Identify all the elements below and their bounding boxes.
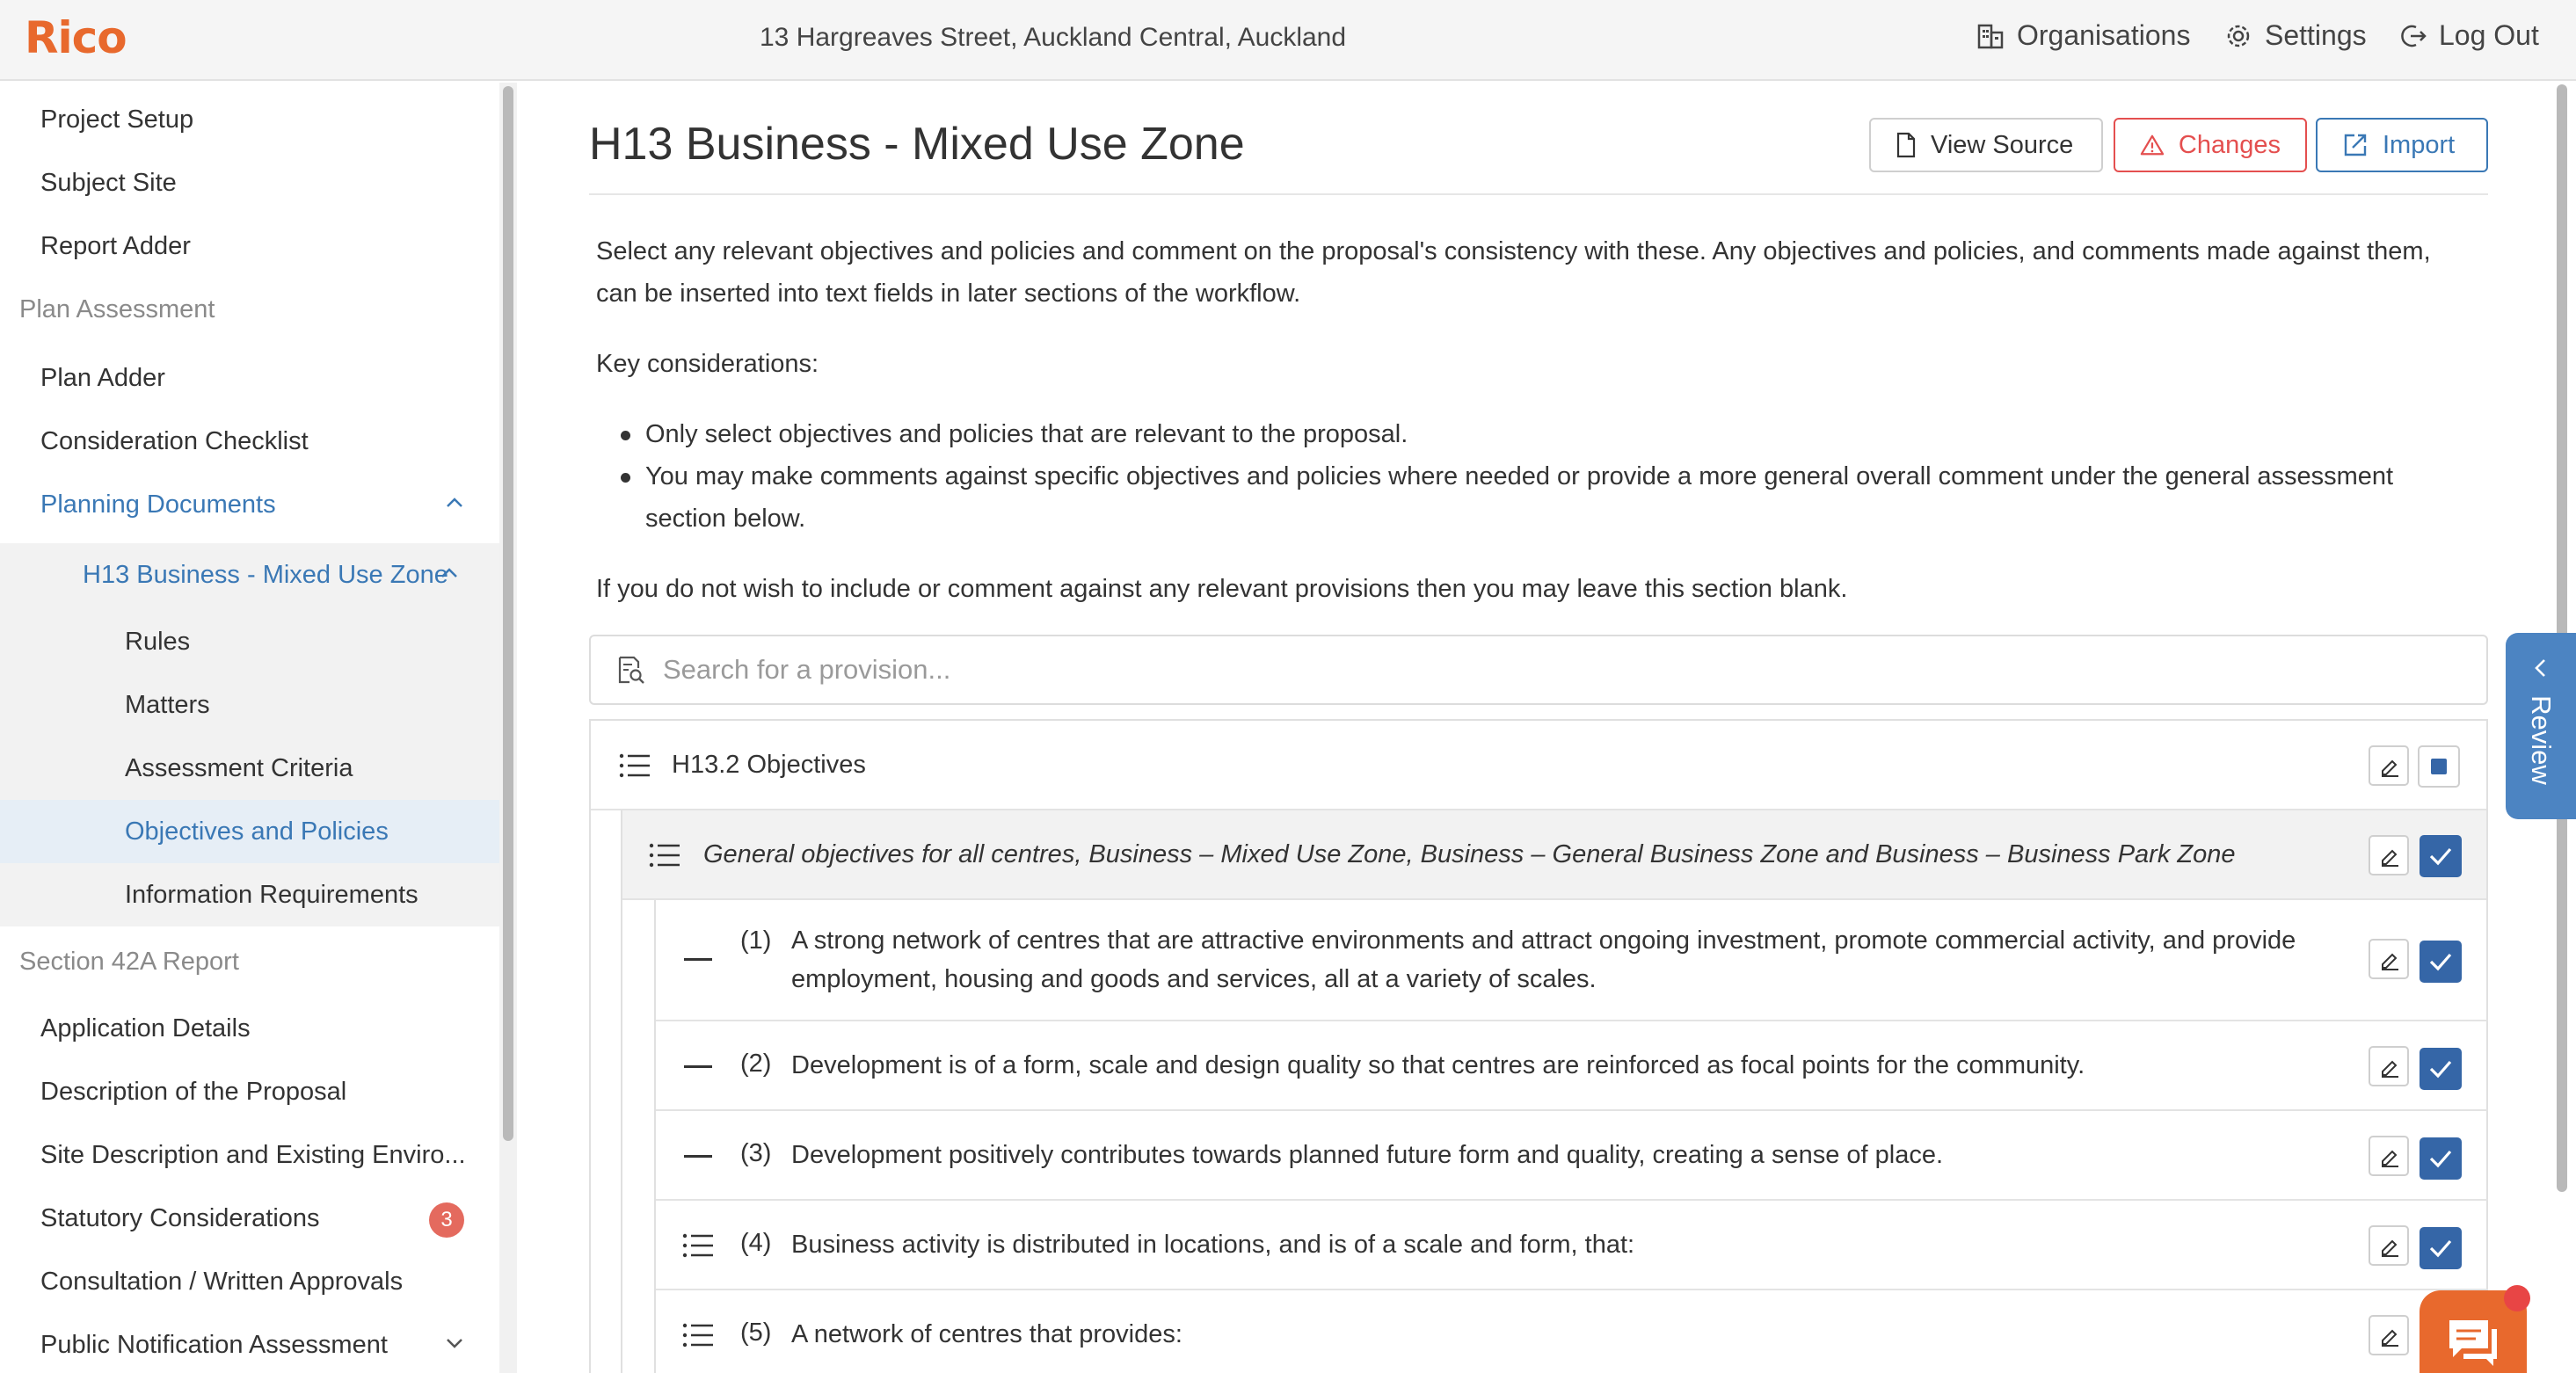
- organisations-link[interactable]: [1976, 19, 2190, 52]
- edit-comment-button[interactable]: [2369, 1046, 2409, 1086]
- provision-group-row[interactable]: [591, 721, 2486, 810]
- provision-text: Development positively contributes towards planned future form and quality, creating a sense of place.: [791, 1141, 1944, 1169]
- building-icon: [1976, 22, 2005, 50]
- provision-text-line2: employment, housing and goods and services, all at a variety of scales.: [791, 965, 1597, 993]
- provision-number: (2): [740, 1050, 772, 1078]
- sidebar-item-objectives-and-policies[interactable]: [0, 800, 499, 863]
- changes-button[interactable]: [2114, 118, 2307, 172]
- key-considerations-list: [621, 413, 2449, 540]
- chevron-down-icon: [445, 1336, 464, 1350]
- chevron-left-icon: [2530, 657, 2551, 679]
- provision-item-row[interactable]: [656, 1111, 2488, 1201]
- sidebar-section-label: Section 42A Report: [19, 948, 239, 976]
- chevron-up-icon: [445, 496, 464, 510]
- key-considerations-heading: Key considerations:: [596, 350, 819, 378]
- warning-icon: [2140, 133, 2165, 157]
- edit-comment-button[interactable]: [2369, 745, 2409, 786]
- provision-text: A network of centres that provides:: [791, 1320, 1182, 1348]
- pencil-icon: [2379, 949, 2400, 970]
- provision-tree: [589, 719, 2488, 1373]
- sidebar-item-planning-documents[interactable]: [0, 473, 499, 536]
- sidebar-item-statutory-considerations[interactable]: [0, 1187, 499, 1250]
- sidebar-item-rules[interactable]: [0, 610, 499, 673]
- sidebar-item-information-requirements[interactable]: [0, 863, 499, 926]
- search-placeholder: Search for a provision...: [663, 654, 951, 685]
- sidebar-item-consideration-checklist[interactable]: [0, 410, 499, 473]
- pencil-icon: [2379, 756, 2400, 777]
- select-checkbox-checked[interactable]: [2420, 1048, 2462, 1090]
- partial-indicator: [2431, 759, 2447, 774]
- title-divider: [589, 193, 2488, 195]
- provision-number: (5): [740, 1319, 772, 1347]
- edit-comment-button[interactable]: [2369, 835, 2409, 875]
- list-item: Only select objectives and policies that are relevant to the proposal.: [621, 413, 2449, 455]
- search-document-icon: [617, 656, 645, 686]
- view-source-button[interactable]: [1869, 118, 2103, 172]
- changes-label: Changes: [2178, 130, 2281, 159]
- sidebar-item-consultation[interactable]: [0, 1250, 499, 1313]
- sidebar-item-label: Consideration Checklist: [40, 427, 309, 455]
- sidebar-item-label: H13 Business - Mixed Use Zone: [83, 561, 448, 589]
- top-bar: [0, 0, 2576, 81]
- provision-group-title: H13.2 Objectives: [672, 751, 866, 779]
- edit-comment-button[interactable]: [2369, 1136, 2409, 1176]
- provision-item-row[interactable]: [656, 1201, 2488, 1290]
- sidebar-item-site-description[interactable]: [0, 1123, 499, 1187]
- document-icon: [1896, 132, 1917, 158]
- sidebar-item-label: Report Adder: [40, 232, 191, 260]
- sidebar-item-label: Application Details: [40, 1014, 251, 1042]
- chevron-up-icon: [440, 566, 459, 580]
- chat-icon: [2446, 1317, 2500, 1366]
- checkmark-icon: [2427, 1234, 2455, 1262]
- list-item: You may make comments against specific objectives and policies where needed or provide a more general overall comment under the general assessment: [621, 455, 2449, 498]
- sidebar-item-label: Project Setup: [40, 105, 194, 134]
- provision-text: Development is of a form, scale and design quality so that centres are reinforced as focal points for the community.: [791, 1051, 2085, 1079]
- provision-item-row[interactable]: [656, 1290, 2488, 1373]
- sidebar-scrollbar-thumb[interactable]: [503, 86, 513, 1141]
- provision-text: A strong network of centres that are attractive environments and attract ongoing investment, promote commercial activity, and provide: [791, 926, 2296, 955]
- sidebar-section-label: Plan Assessment: [19, 295, 215, 323]
- sidebar: [0, 83, 499, 1373]
- dash-icon: [684, 1155, 712, 1158]
- select-checkbox-checked[interactable]: [2420, 1137, 2462, 1180]
- sidebar-item-label: Rules: [125, 628, 191, 656]
- sidebar-item-subject-site[interactable]: [0, 151, 499, 214]
- sidebar-item-plan-adder[interactable]: [0, 346, 499, 410]
- sidebar-item-matters[interactable]: [0, 673, 499, 737]
- sidebar-item-description-of-proposal[interactable]: [0, 1060, 499, 1123]
- closing-text: If you do not wish to include or comment against any relevant provisions then you may leave this section blank.: [596, 575, 1848, 603]
- sidebar-item-label: Planning Documents: [40, 490, 276, 519]
- sidebar-item-label: Information Requirements: [125, 881, 418, 909]
- notification-badge: 3: [429, 1202, 464, 1238]
- provision-subgroup-title: General objectives for all centres, Business – Mixed Use Zone, Business – General Business Zone and Business – Business Park Zone: [703, 840, 2236, 868]
- sidebar-section-plan-assessment: [0, 278, 499, 341]
- select-checkbox-checked[interactable]: [2420, 941, 2462, 983]
- import-label: Import: [2383, 130, 2456, 159]
- intro-text-line1: Select any relevant objectives and policies and comment on the proposal's consistency with these. Any objectives and policies, and comments made against them,: [596, 237, 2431, 265]
- settings-link[interactable]: [2224, 19, 2367, 52]
- select-checkbox-partial[interactable]: [2418, 745, 2460, 788]
- pencil-icon: [2379, 1236, 2400, 1257]
- view-source-label: View Source: [1931, 130, 2074, 159]
- provision-text: Business activity is distributed in locations, and is of a scale and form, that:: [791, 1231, 1635, 1259]
- list-icon: [649, 842, 680, 868]
- list-item-continuation: section below.: [645, 505, 806, 533]
- intro-text-line2: can be inserted into text fields in later sections of the workflow.: [596, 280, 1301, 308]
- sidebar-item-label: Objectives and Policies: [125, 817, 389, 846]
- provision-item-row[interactable]: [656, 1021, 2488, 1111]
- sidebar-item-public-notification[interactable]: [0, 1313, 499, 1373]
- provision-number: (1): [740, 926, 772, 955]
- checkmark-icon: [2427, 1144, 2455, 1173]
- list-icon: [619, 752, 651, 779]
- provision-number: (3): [740, 1139, 772, 1167]
- sidebar-item-label: Plan Adder: [40, 364, 165, 392]
- sidebar-item-assessment-criteria[interactable]: [0, 737, 499, 800]
- pencil-icon: [2379, 846, 2400, 867]
- logout-label: Log Out: [2439, 19, 2539, 51]
- sidebar-item-application-details[interactable]: [0, 997, 499, 1060]
- sidebar-item-label: Site Description and Existing Enviro...: [40, 1141, 466, 1169]
- review-panel-tab[interactable]: [2506, 633, 2576, 819]
- sidebar-item-label: Consultation / Written Approvals: [40, 1268, 404, 1296]
- sidebar-item-label: Public Notification Assessment: [40, 1331, 388, 1359]
- project-address: 13 Hargreaves Street, Auckland Central, Auckland: [760, 23, 1347, 52]
- dash-icon: [684, 958, 712, 961]
- provision-item-row[interactable]: [656, 900, 2488, 1021]
- gear-icon: [2224, 22, 2252, 50]
- sidebar-item-label: Description of the Proposal: [40, 1078, 347, 1106]
- checkmark-icon: [2427, 1055, 2455, 1083]
- select-checkbox-checked[interactable]: [2420, 835, 2462, 877]
- import-icon: [2342, 132, 2369, 158]
- rico-logo[interactable]: Rico: [25, 12, 127, 63]
- checkmark-icon: [2427, 842, 2455, 870]
- list-icon: [682, 1322, 714, 1348]
- review-label: Review: [2526, 695, 2557, 785]
- sidebar-item-label: Matters: [125, 691, 210, 719]
- organisations-label: Organisations: [2017, 19, 2191, 51]
- sidebar-section-section-42a: [0, 930, 499, 993]
- page-title: H13 Business - Mixed Use Zone: [589, 119, 1245, 170]
- provision-number: (4): [740, 1229, 772, 1257]
- sidebar-item-report-adder[interactable]: [0, 214, 499, 278]
- logout-icon: [2400, 22, 2427, 50]
- provision-search-input[interactable]: [589, 635, 2488, 705]
- settings-label: Settings: [2265, 19, 2367, 51]
- edit-comment-button[interactable]: [2369, 939, 2409, 979]
- checkmark-icon: [2427, 948, 2455, 976]
- edit-comment-button[interactable]: [2369, 1225, 2409, 1266]
- sidebar-item-project-setup[interactable]: [0, 88, 499, 151]
- select-checkbox-checked[interactable]: [2420, 1227, 2462, 1269]
- pencil-icon: [2379, 1326, 2400, 1347]
- sidebar-item-label: Statutory Considerations: [40, 1204, 320, 1232]
- chat-notification-dot: [2504, 1285, 2530, 1311]
- edit-comment-button[interactable]: [2369, 1315, 2409, 1355]
- dash-icon: [684, 1065, 712, 1068]
- sidebar-item-h13-business[interactable]: [0, 543, 499, 610]
- subgroup-container: [621, 810, 2488, 1373]
- sidebar-item-label: Subject Site: [40, 169, 177, 197]
- logout-link[interactable]: [2400, 19, 2539, 52]
- list-icon: [682, 1232, 714, 1259]
- sidebar-item-label: Assessment Criteria: [125, 754, 353, 782]
- import-button[interactable]: [2316, 118, 2488, 172]
- pencil-icon: [2379, 1057, 2400, 1078]
- pencil-icon: [2379, 1146, 2400, 1167]
- provision-subgroup-row[interactable]: [622, 810, 2486, 900]
- provision-items: [654, 900, 2486, 1373]
